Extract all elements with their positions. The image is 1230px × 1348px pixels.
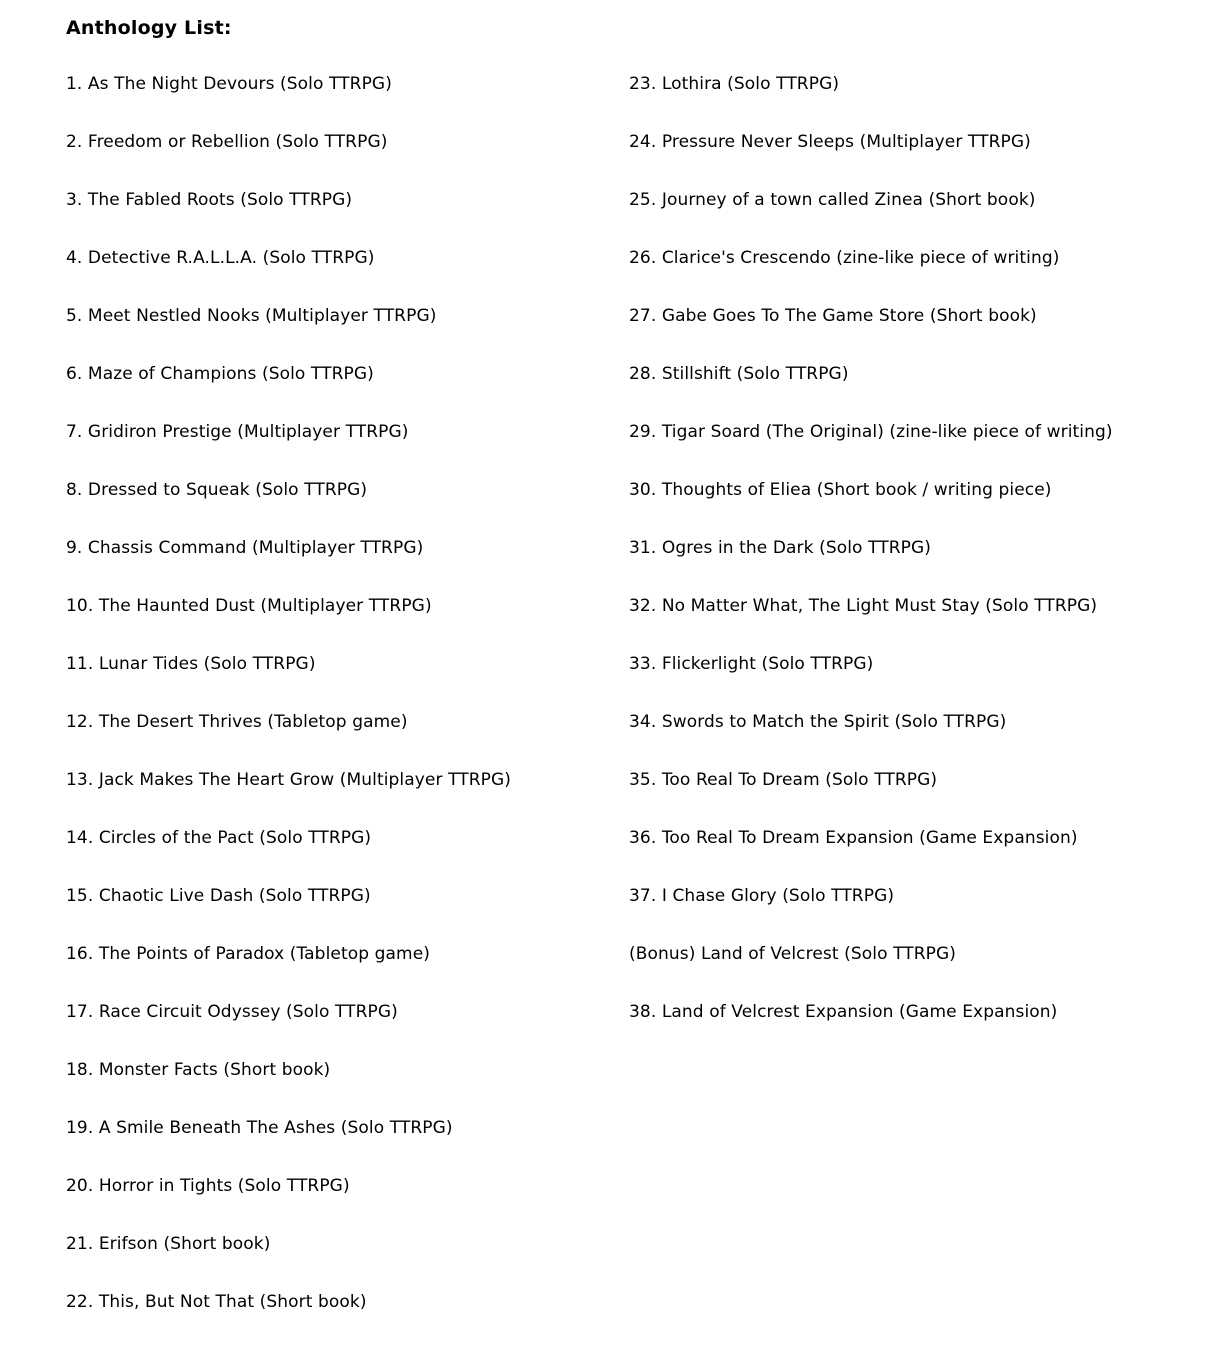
list-item: 35. Too Real To Dream (Solo TTRPG) [629,770,938,790]
list-item: 21. Erifson (Short book) [66,1234,271,1254]
list-item: 37. I Chase Glory (Solo TTRPG) [629,886,895,906]
list-item: 11. Lunar Tides (Solo TTRPG) [66,654,316,674]
list-item: 2. Freedom or Rebellion (Solo TTRPG) [66,132,388,152]
list-item: 26. Clarice's Crescendo (zine-like piece of writing) [629,248,1060,268]
anthology-list-right-column [629,72,1113,1058]
list-item: 22. This, But Not That (Short book) [66,1292,367,1312]
list-item: 23. Lothira (Solo TTRPG) [629,74,840,94]
list-item: 36. Too Real To Dream Expansion (Game Expansion) [629,828,1078,848]
list-item: 19. A Smile Beneath The Ashes (Solo TTRPG) [66,1118,453,1138]
list-item: 4. Detective R.A.L.L.A. (Solo TTRPG) [66,248,375,268]
list-item: 34. Swords to Match the Spirit (Solo TTRPG) [629,712,1007,732]
list-item: 6. Maze of Champions (Solo TTRPG) [66,364,374,384]
list-item: 28. Stillshift (Solo TTRPG) [629,364,849,384]
list-item: 20. Horror in Tights (Solo TTRPG) [66,1176,350,1196]
list-item: 8. Dressed to Squeak (Solo TTRPG) [66,480,368,500]
list-item: 5. Meet Nestled Nooks (Multiplayer TTRPG) [66,306,437,326]
list-item: 18. Monster Facts (Short book) [66,1060,331,1080]
document-title: Anthology List: [66,17,232,39]
list-item: 10. The Haunted Dust (Multiplayer TTRPG) [66,596,432,616]
list-item: 33. Flickerlight (Solo TTRPG) [629,654,874,674]
list-item: 1. As The Night Devours (Solo TTRPG) [66,74,392,94]
list-item: 17. Race Circuit Odyssey (Solo TTRPG) [66,1002,398,1022]
list-item: 7. Gridiron Prestige (Multiplayer TTRPG) [66,422,409,442]
list-item: 15. Chaotic Live Dash (Solo TTRPG) [66,886,371,906]
list-item: 25. Journey of a town called Zinea (Short book) [629,190,1036,210]
list-item: 31. Ogres in the Dark (Solo TTRPG) [629,538,931,558]
list-item: 27. Gabe Goes To The Game Store (Short book) [629,306,1037,326]
list-item: 29. Tigar Soard (The Original) (zine-like piece of writing) [629,422,1113,442]
list-item: 14. Circles of the Pact (Solo TTRPG) [66,828,372,848]
list-item: 16. The Points of Paradox (Tabletop game) [66,944,430,964]
list-item: 12. The Desert Thrives (Tabletop game) [66,712,408,732]
list-item: 38. Land of Velcrest Expansion (Game Expansion) [629,1002,1058,1022]
list-item: 3. The Fabled Roots (Solo TTRPG) [66,190,353,210]
list-item: (Bonus) Land of Velcrest (Solo TTRPG) [629,944,957,964]
list-item: 9. Chassis Command (Multiplayer TTRPG) [66,538,424,558]
list-item: 30. Thoughts of Eliea (Short book / writing piece) [629,480,1052,500]
list-item: 13. Jack Makes The Heart Grow (Multiplayer TTRPG) [66,770,512,790]
anthology-list-left-column [66,72,511,1348]
list-item: 32. No Matter What, The Light Must Stay (Solo TTRPG) [629,596,1098,616]
list-item: 24. Pressure Never Sleeps (Multiplayer TTRPG) [629,132,1031,152]
